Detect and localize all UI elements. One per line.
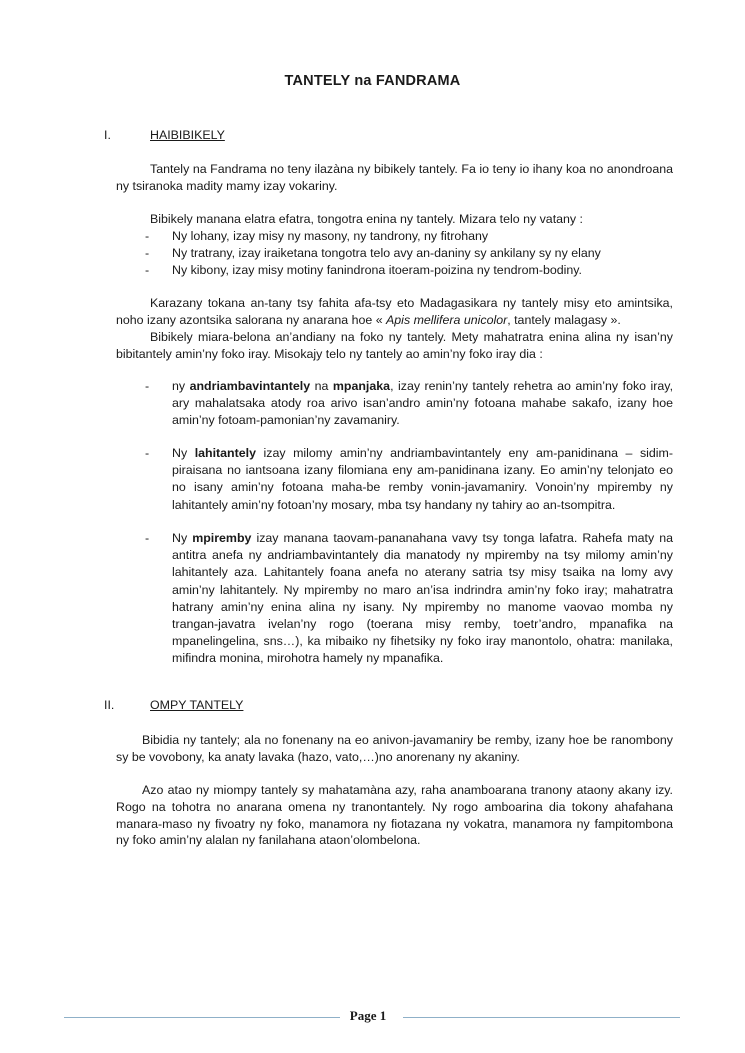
caste-term: lahitantely <box>194 446 256 460</box>
section-2-number: II. <box>104 698 115 712</box>
section-2-title: OMPY TANTELY <box>150 698 244 712</box>
caste-term: mpiremby <box>192 531 252 545</box>
list-dash: - <box>145 446 150 460</box>
footer-rule-left <box>64 1017 340 1018</box>
list-item: - ny andriambavintantely na mpanjaka, izay renin’ny tantely rehetra ao amin’ny foko iray, ary mahalatsaka atody roa arivo isan’andro amin’ny fotoana mahabe sakafo, izany hoe amin’ny fotoam-pamonian’ny zavamaniry. <box>145 379 674 428</box>
castes-list <box>145 445 673 514</box>
list-item: - Ny mpiremby izay manana taovam-pananahana vavy tsy tonga lafatra. Rahefa maty na antitra anefa ny andriambavintantely dia manatody ny mpiremby na tsy milomy amin’ny lahitantely aza. Lahitantely foana anefa no aterany satria tsy misy tsaika na lomy avy amin’ny lahitantely. Ny mpiremby no maro an’isa indrindra amin’ny foko iray; mahatratra hatrany amin’ny enina alina ny isany. Ny mpiremby no manome vaovao momba ny trangan-javatra ivelan’ny rogo (toerana misy remby, toetr’andro, mpanafika na mpanelingelina, sns…), ka mibaiko ny fihetsiky ny foko iray manontolo, ohatra: manilaka, mifindra monina, mirohotra hamely ny mpanafika. <box>145 531 673 666</box>
caste-term: mpanjaka <box>332 379 391 393</box>
list-item: - Ny kibony, izay misy motiny fanindrona itoeram-poizina ny tendrom-bodiny. <box>145 262 582 277</box>
list-dash: - <box>145 262 150 277</box>
list-item: - Ny tratrany, izay iraiketana tongotra telo avy an-daniny sy ankilany sy ny elany <box>145 245 601 260</box>
caste-term: andriambavintantely <box>189 379 311 393</box>
section-1-title: HAIBIBIKELY <box>150 128 225 142</box>
section-1-intro: Tantely na Fandrama no teny ilazàna ny bibikely tantely. Fa io teny io ihany koa no anondroana ny tsiranoka madity mamy izay vokariny. <box>116 162 673 193</box>
list-dash: - <box>145 531 150 545</box>
page-number: Page 1 <box>349 1008 387 1023</box>
footer-rule-right <box>403 1017 680 1018</box>
list-dash: - <box>145 245 150 260</box>
list-item: - Ny lahitantely izay milomy amin’ny andriambavintantely eny am-panidinana – sidim-piraisana no iantsoana izany filomiana eny am-panidinana izany. Eo amin’ny telonjato eo no isany amin’ny fotoana maha-be remby vonin-javamaniry. Vonoin’ny mpiremby ny lahitantely amin’ny fotoan’ny mosary, mba tsy handany ny tahiry ao an-tsompitra. <box>145 446 673 512</box>
species-paragraph: Karazany tokana an-tany tsy fahita afa-tsy eto Madagasikara ny tantely misy eto amintsika, noho izany azontsika salorana ny anarana hoe « Apis mellifera unicolor, tantely malagasy ». <box>116 296 673 327</box>
list-item: - Ny lohany, izay misy ny masony, ny tandrony, ny fitrohany <box>145 229 489 243</box>
section-1-number: I. <box>104 128 111 142</box>
colony-paragraph: Bibikely miara-belona an’andiany na foko ny tantely. Mety mahatratra enina alina ny isan’ny bibitantely amin’ny foko iray. Misokajy telo ny tantely ao amin’ny foko iray dia : <box>116 330 673 361</box>
castes-list <box>145 530 673 668</box>
list-dash: - <box>145 229 150 243</box>
list-dash: - <box>145 379 150 393</box>
castes-list <box>145 378 673 430</box>
species-latin-name: Apis mellifera unicolor <box>386 312 508 327</box>
document-title: TANTELY na FANDRAMA <box>284 73 461 89</box>
body-parts-intro: Bibikely manana elatra efatra, tongotra enina ny tantely. Mizara telo ny vatany : <box>150 212 583 226</box>
section-2-paragraph: Bibidia ny tantely; ala no fonenany na eo anivon-javamaniry be remby, izany hoe be ranombony sy be vovobony, ka anaty lavaka (hazo, vato,…)no anorenany ny akaniny. <box>116 733 673 764</box>
section-2-paragraph: Azo atao ny miompy tantely sy mahatamàna azy, raha anamboarana tranony ataony akany izy. Rogo na tohotra no anarana omena ny tranontantely. Ny rogo amboarina dia tokony ahafahana manara-maso ny fivoatry ny foko, manamora ny fiotazana ny vokatra, manamora ny fampitombona ny foko amin’ny alalan ny fanilahana ataon’olombelona. <box>116 783 673 848</box>
body-parts-list <box>145 228 673 278</box>
